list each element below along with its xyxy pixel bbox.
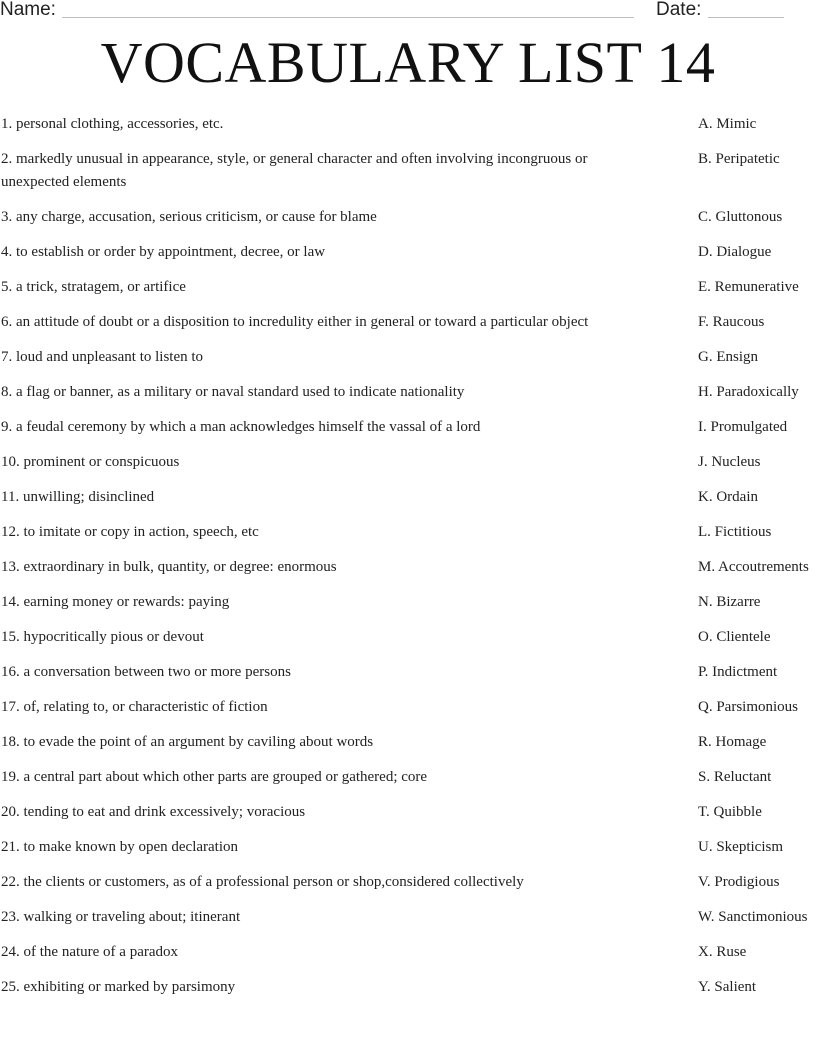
answer-choice: C. Gluttonous xyxy=(698,209,783,225)
vocab-row xyxy=(0,766,816,789)
definition-text: 4. to establish or order by appointment, decree, or law xyxy=(1,244,326,260)
vocab-row xyxy=(0,486,816,509)
vocab-row xyxy=(0,206,816,229)
definition-text: 8. a flag or banner, as a military or naval standard used to indicate nationality xyxy=(1,384,465,400)
definition-text: 13. extraordinary in bulk, quantity, or degree: enormous xyxy=(1,559,337,575)
answer-choice: N. Bizarre xyxy=(698,594,761,610)
definition-text: 15. hypocritically pious or devout xyxy=(1,629,204,645)
vocab-row xyxy=(0,976,816,999)
definition-text: 20. tending to eat and drink excessively; voracious xyxy=(1,804,306,820)
answer-choice: W. Sanctimonious xyxy=(698,909,808,925)
vocab-row xyxy=(0,113,816,136)
definition-text: 5. a trick, stratagem, or artifice xyxy=(1,279,186,295)
answer-choice: V. Prodigious xyxy=(698,874,780,890)
worksheet-header xyxy=(0,0,816,24)
definition-text: 19. a central part about which other parts are grouped or gathered; core xyxy=(1,769,428,785)
answer-choice: G. Ensign xyxy=(698,349,758,365)
answer-choice: K. Ordain xyxy=(698,489,758,505)
vocab-row xyxy=(0,801,816,824)
definition-text: 24. of the nature of a paradox xyxy=(1,944,179,960)
definition-text: 17. of, relating to, or characteristic of fiction xyxy=(1,699,268,715)
vocab-row xyxy=(0,276,816,299)
definition-text: 9. a feudal ceremony by which a man acknowledges himself the vassal of a lord xyxy=(1,419,481,435)
definition-text: 14. earning money or rewards: paying xyxy=(1,594,230,610)
vocab-row xyxy=(0,906,816,929)
vocab-row xyxy=(0,311,816,334)
definition-text: 2. markedly unusual in appearance, style, or general character and often involving incongruous or unexpected elements xyxy=(1,151,588,190)
answer-choice: U. Skepticism xyxy=(698,839,783,855)
definition-text: 1. personal clothing, accessories, etc. xyxy=(1,116,224,132)
definition-text: 16. a conversation between two or more persons xyxy=(1,664,291,680)
answer-choice: T. Quibble xyxy=(698,804,762,820)
vocab-row xyxy=(0,941,816,964)
vocab-row xyxy=(0,591,816,614)
vocab-row xyxy=(0,451,816,474)
answer-choice: A. Mimic xyxy=(698,116,757,132)
definition-text: 22. the clients or customers, as of a professional person or shop,considered collectively xyxy=(1,874,524,890)
answer-choice: F. Raucous xyxy=(698,314,765,330)
vocab-row xyxy=(0,241,816,264)
definition-text: 18. to evade the point of an argument by caviling about words xyxy=(1,734,374,750)
answer-choice: H. Paradoxically xyxy=(698,384,799,400)
answer-choice: J. Nucleus xyxy=(698,454,761,470)
answer-choice: M. Accoutrements xyxy=(698,559,809,575)
answer-choice: I. Promulgated xyxy=(698,419,788,435)
answer-choice: R. Homage xyxy=(698,734,767,750)
vocab-row xyxy=(0,521,816,544)
answer-choice: D. Dialogue xyxy=(698,244,772,260)
vocabulary-list xyxy=(0,113,816,1011)
vocab-row xyxy=(0,626,816,649)
name-label: Name: xyxy=(0,0,56,20)
answer-choice: B. Peripatetic xyxy=(698,151,780,167)
definition-text: 10. prominent or conspicuous xyxy=(1,454,180,470)
answer-choice: P. Indictment xyxy=(698,664,778,680)
definition-text: 21. to make known by open declaration xyxy=(1,839,239,855)
answer-choice: S. Reluctant xyxy=(698,769,772,785)
vocab-row xyxy=(0,556,816,579)
definition-text: 23. walking or traveling about; itinerant xyxy=(1,909,241,925)
answer-choice: E. Remunerative xyxy=(698,279,799,295)
vocab-row xyxy=(0,731,816,754)
vocab-row xyxy=(0,696,816,719)
definition-text: 6. an attitude of doubt or a disposition to incredulity either in general or toward a particular object xyxy=(1,314,589,330)
date-label: Date: xyxy=(656,0,702,20)
definition-text: 7. loud and unpleasant to listen to xyxy=(1,349,204,365)
vocab-row xyxy=(0,836,816,859)
vocab-row xyxy=(0,416,816,439)
answer-choice: O. Clientele xyxy=(698,629,771,645)
date-blank-line[interactable] xyxy=(708,17,784,18)
vocab-row xyxy=(0,346,816,369)
page-title: VOCABULARY LIST 14 xyxy=(100,30,716,95)
vocab-row xyxy=(0,871,816,894)
definition-text: 25. exhibiting or marked by parsimony xyxy=(1,979,236,995)
vocab-row xyxy=(0,148,816,194)
answer-choice: L. Fictitious xyxy=(698,524,772,540)
vocab-row xyxy=(0,381,816,404)
vocab-row xyxy=(0,661,816,684)
answer-choice: Q. Parsimonious xyxy=(698,699,799,715)
definition-text: 3. any charge, accusation, serious criticism, or cause for blame xyxy=(1,209,377,225)
name-blank-line[interactable] xyxy=(62,17,634,18)
answer-choice: X. Ruse xyxy=(698,944,747,960)
answer-choice: Y. Salient xyxy=(698,979,757,995)
definition-text: 11. unwilling; disinclined xyxy=(1,489,155,505)
definition-text: 12. to imitate or copy in action, speech, etc xyxy=(1,524,259,540)
